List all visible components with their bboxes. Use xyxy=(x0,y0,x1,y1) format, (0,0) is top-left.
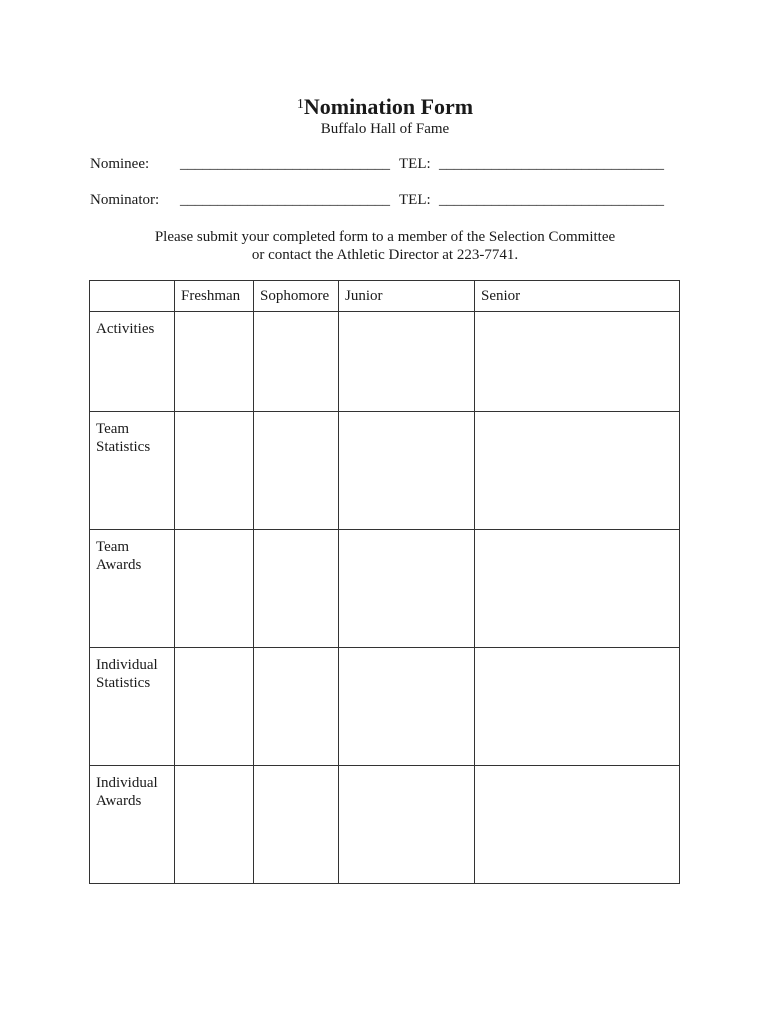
table-cell[interactable] xyxy=(175,648,254,766)
table-row xyxy=(90,766,680,884)
page-title: Nomination Form xyxy=(303,94,474,119)
page-subtitle: Buffalo Hall of Fame xyxy=(320,121,450,137)
table-cell[interactable] xyxy=(339,648,475,766)
row-label-line: Individual xyxy=(96,657,158,673)
table-cell[interactable] xyxy=(475,412,680,530)
table-cell[interactable] xyxy=(475,648,680,766)
notice-line-2: or contact the Athletic Director at 223-7741. xyxy=(251,247,519,263)
nominee-label: Nominee: xyxy=(90,156,150,172)
table-cell[interactable] xyxy=(254,530,339,648)
table-cell[interactable] xyxy=(339,312,475,412)
row-label-individual-statistics xyxy=(90,648,175,766)
nominator-field[interactable]: ____________________________ xyxy=(180,192,390,208)
row-label-line: Activities xyxy=(96,321,155,337)
row-label-line: Awards xyxy=(96,793,142,809)
table-cell[interactable] xyxy=(254,648,339,766)
row-label-line: Team xyxy=(96,421,130,437)
row-label-line: Individual xyxy=(96,775,158,791)
nominee-tel-field[interactable]: ______________________________ xyxy=(439,156,664,172)
row-label-team-statistics xyxy=(90,412,175,530)
table-cell[interactable] xyxy=(175,766,254,884)
table-cell[interactable] xyxy=(339,412,475,530)
table-row xyxy=(90,312,680,412)
header-corner xyxy=(90,281,175,312)
table-cell[interactable] xyxy=(339,766,475,884)
nominator-label: Nominator: xyxy=(90,192,160,208)
table-cell[interactable] xyxy=(339,530,475,648)
header-junior: Junior xyxy=(339,281,475,312)
table-cell[interactable] xyxy=(475,530,680,648)
table-row xyxy=(90,412,680,530)
nominator-tel-label: TEL: xyxy=(399,192,431,208)
row-label-line: Statistics xyxy=(96,675,151,691)
row-label-line: Team xyxy=(96,539,130,555)
row-label-team-awards xyxy=(90,530,175,648)
row-label-line: Statistics xyxy=(96,439,151,455)
table-cell[interactable] xyxy=(175,530,254,648)
row-label-line: Awards xyxy=(96,557,142,573)
nominee-tel-label: TEL: xyxy=(399,156,431,172)
table-cell[interactable] xyxy=(254,312,339,412)
header-freshman: Freshman xyxy=(175,281,254,312)
table-cell[interactable] xyxy=(175,312,254,412)
table-header-row xyxy=(90,281,680,312)
table-cell[interactable] xyxy=(475,766,680,884)
header-senior: Senior xyxy=(475,281,680,312)
table-cell[interactable] xyxy=(254,766,339,884)
nominee-field[interactable]: ____________________________ xyxy=(180,156,390,172)
row-label-individual-awards xyxy=(90,766,175,884)
nomination-table xyxy=(89,280,680,884)
title-block xyxy=(0,94,770,120)
table-cell[interactable] xyxy=(175,412,254,530)
table-row xyxy=(90,648,680,766)
table-cell[interactable] xyxy=(475,312,680,412)
notice-line-1: Please submit your completed form to a member of the Selection Committee xyxy=(154,229,616,245)
nominator-tel-field[interactable]: ______________________________ xyxy=(439,192,664,208)
row-label-activities xyxy=(90,312,175,412)
header-sophomore: Sophomore xyxy=(254,281,339,312)
title-prefix: 1 xyxy=(296,97,304,112)
table-cell[interactable] xyxy=(254,412,339,530)
table-row xyxy=(90,530,680,648)
submission-notice xyxy=(0,228,770,264)
